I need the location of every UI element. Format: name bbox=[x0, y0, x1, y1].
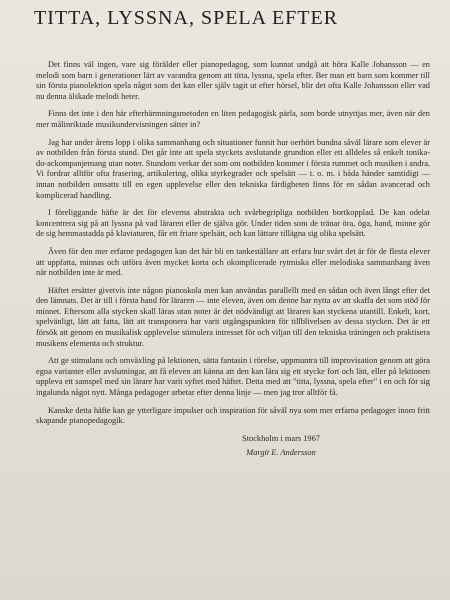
place-date: Stockholm i mars 1967 bbox=[242, 433, 320, 443]
paragraph: Kanske detta häfte kan ge ytterligare impulser och inspiration för såväl nya som mer erfarna pedagoger inom fritt skapande pianopedagogik. bbox=[36, 405, 430, 426]
paragraph: Finns det inte i den här efterhärmningsmetoden en liten pedagogisk pärla, som borde utnyttjas mer, även när den mer målinriktade musikundervisningen sätter in? bbox=[36, 109, 430, 129]
paragraph: I föreliggande häfte är det för eleverna abstrakta och svårbegripliga notbilden bortkopplad. De kan odelat koncentrera sig på att lyssna på vad läraren eller de själva gör. Under tiden som de tränar öra, öga, hand, minne gör de sig hemmastadda på klaviaturen, får ett friare spelsätt, och kan lättare tillägna sig olika spelsätt. bbox=[36, 208, 430, 239]
author-signature: Margit E. Andersson bbox=[246, 448, 316, 458]
document-title: TITTA, LYSSNA, SPELA EFTER bbox=[34, 7, 339, 29]
body-text bbox=[36, 60, 430, 459]
paragraph: Att ge stimulans och omväxling på lektionen, sätta fantasin i rörelse, uppmuntra till improvisation genom att göra egna varianter eller avslutningar, att få eleven att känna att den kan lära sig ett stycke fort och lätt, eller på lektionen uppleva ett samspel med sin lärare har varit syftet med häftet. Detta med att "titta, lyssna, spela efter" i en och för sig ingalunda något nytt. Många pedagoger arbetar efter denna linje — men jag tror alltför få. bbox=[36, 356, 430, 398]
paragraph: Även för den mer erfarne pedagogen kan det här bli en tankeställare att erfara hur svårt det är för de flesta elever att uppfatta, minnas och utföra även mycket korta och okomplicerade rytmiska eller melodiska sammanhang även när notbilden inte är med. bbox=[36, 246, 430, 278]
paragraph: Häftet ersätter givetvis inte någon pianoskola men kan användas parallellt med en sådan och även långt efter det den lämnats. Det är till i första hand för läraren — inte eleven, även om denne har nytta av att skaffa det som stöd för minnet. Eftersom alla stycken skall läras utan noter är det nödvändigt att läraren kan styckena utantill. Enkelt, kort, spelvänligt, lätt att fatta, lätt att transponera har varit utgångspunkten för tillblivelsen av dessa stycken. Det är ett försök att genom en musikalisk upplevelse stimulera intresset för och viljan till den tekniska träningen och praktisera musikens elementa och struktur. bbox=[36, 285, 430, 348]
paragraph: Det finns väl ingen, vare sig förälder eller pianopedagog, som kunnat undgå att höra Kalle Johansson — en melodi som barn i generationer lärt av varandra genom att titta, lyssna, spela efter. Ber man ett barn som kommer till sin första pianolektion spela något som det kan eller själv tagit ut efter hörsel, blir det ofta Kalle Johansson eller vad nu denna älskade melodi heter. bbox=[36, 60, 430, 101]
paragraph: Jag har under årens lopp i olika sammanhang och situationer funnit hur oerhört bundna såväl lärare som elever är av notbilden från första stund. Det går inte att spela styckets avslutande grundton eller ett alldeles så enkelt tonika-do-ackompanjemang utan noter. Stundom verkar det som om notbilden kommer i första rummet och musiken i andra. Vi fordrar alltför ofta frasering, artikulering, olika styrkegrader och spelsätt — t. o. m. i båda händer samtidigt — innan notbilden omsatts till en egen upplevelse eller den tekniska färdigheten finns för en sådan avancerad och komplicerad handling. bbox=[36, 137, 431, 200]
